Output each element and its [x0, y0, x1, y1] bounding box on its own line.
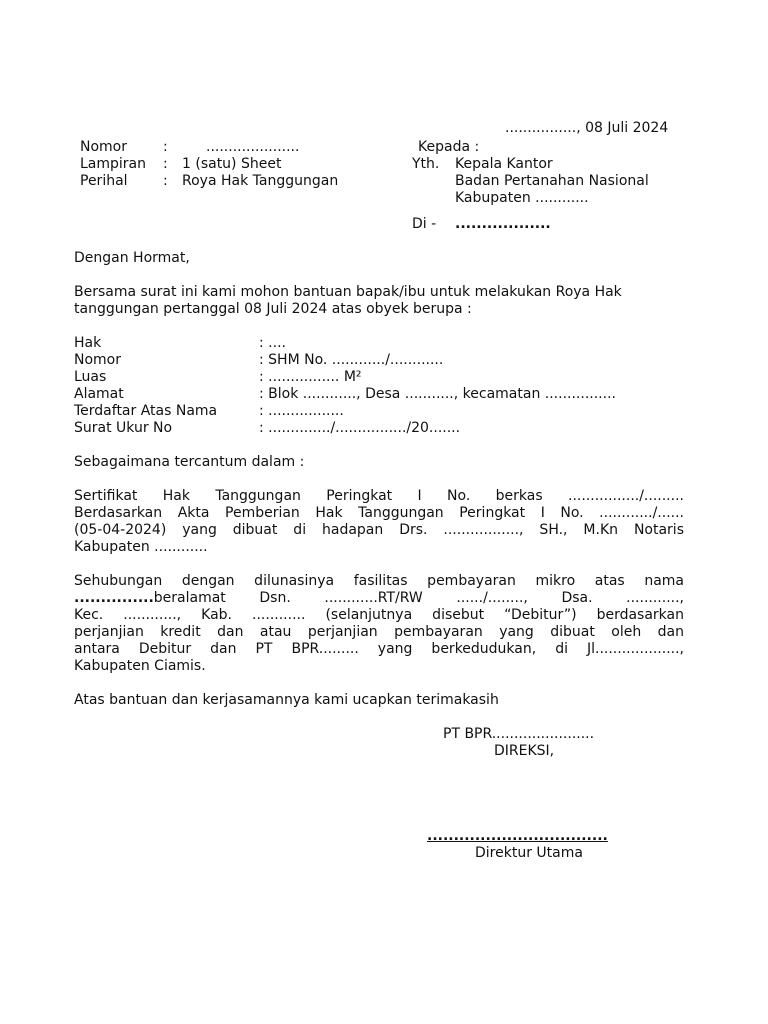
paragraph-sehubungan [74, 573, 684, 675]
paragraph-line: Kabupaten ............ [74, 539, 208, 555]
meta-value-perihal: Roya Hak Tanggungan [182, 173, 339, 189]
signature-name: .................................. [427, 828, 608, 844]
date-line: ................, 08 Juli 2024 [505, 120, 669, 136]
paragraph-line: Sehubungan dengan dilunasinya fasilitas pembayaran mikro atas nama [74, 573, 684, 589]
meta-label-perihal: Perihal [80, 173, 128, 189]
intro-line-2: tanggungan pertanggal 08 Juli 2024 atas obyek berupa : [74, 301, 472, 317]
field-label-hak: Hak [74, 335, 102, 351]
recipient-kepada: Kepada : [418, 139, 480, 155]
recipient-yth: Yth. [412, 156, 440, 172]
sebagaimana-line: Sebagaimana tercantum dalam : [74, 454, 305, 470]
meta-label-lampiran: Lampiran [80, 156, 147, 172]
field-value-hak: : .... [259, 335, 286, 351]
field-value-terdaftar: : ................. [259, 403, 344, 419]
paragraph-line: Berdasarkan Akta Pemberian Hak Tanggungan Peringkat I No. ............/...... [74, 505, 684, 521]
meta-label-nomor: Nomor [80, 139, 127, 155]
field-label-luas: Luas [74, 369, 107, 385]
closing-line: Atas bantuan dan kerjasamannya kami ucapkan terimakasih [74, 692, 499, 708]
signature-company: PT BPR....................... [443, 726, 595, 742]
signature-title: Direktur Utama [475, 845, 583, 861]
intro-line-1: Bersama surat ini kami mohon bantuan bapak/ibu untuk melakukan Roya Hak [74, 284, 622, 300]
paragraph-line [74, 590, 684, 607]
meta-value-nomor: ..................... [206, 139, 300, 155]
field-label-terdaftar: Terdaftar Atas Nama [74, 403, 218, 419]
paragraph-line: Kabupaten Ciamis. [74, 658, 206, 674]
field-value-surat-ukur: : ............../................/20....... [259, 420, 461, 436]
salutation: Dengan Hormat, [74, 250, 190, 266]
field-label-nomor: Nomor [74, 352, 121, 368]
field-label-alamat: Alamat [74, 386, 124, 402]
meta-sep: : [163, 139, 168, 155]
field-label-surat-ukur: Surat Ukur No [74, 420, 173, 436]
paragraph-sertifikat [74, 488, 684, 556]
meta-sep: : [163, 173, 168, 189]
recipient-line1: Kepala Kantor [455, 156, 553, 172]
signature-division: DIREKSI, [494, 743, 555, 759]
recipient-line2: Badan Pertanahan Nasional [455, 173, 649, 189]
paragraph-line: Sertifikat Hak Tanggungan Peringkat I No. berkas ................/......... [74, 488, 684, 504]
meta-value-lampiran: 1 (satu) Sheet [182, 156, 282, 172]
paragraph-line: perjanjian kredit dan atau perjanjian pembayaran yang dibuat oleh dan [74, 624, 684, 640]
field-value-alamat: : Blok ............, Desa ..........., kecamatan ................ [259, 386, 616, 402]
paragraph-line: antara Debitur dan PT BPR......... yang berkedudukan, di Jl..................., [74, 641, 684, 657]
field-value-nomor: : SHM No. ............/............ [259, 352, 444, 368]
address-text: beralamat Dsn. ............RT/RW ....../........, Dsa. ............, [153, 590, 684, 606]
debtor-name-placeholder: ............... [74, 590, 154, 606]
recipient-di-label: Di - [412, 216, 437, 232]
paragraph-line: (05-04-2024) yang dibuat di hadapan Drs. ................., SH., M.Kn Notaris [74, 522, 684, 538]
recipient-di-value: .................. [455, 216, 551, 232]
field-value-luas: : ................ M² [259, 369, 362, 385]
recipient-line3: Kabupaten ............ [455, 190, 589, 206]
paragraph-line: Kec. ............, Kab. ............ (selanjutnya disebut “Debitur”) berdasarkan [74, 607, 684, 623]
meta-sep: : [163, 156, 168, 172]
